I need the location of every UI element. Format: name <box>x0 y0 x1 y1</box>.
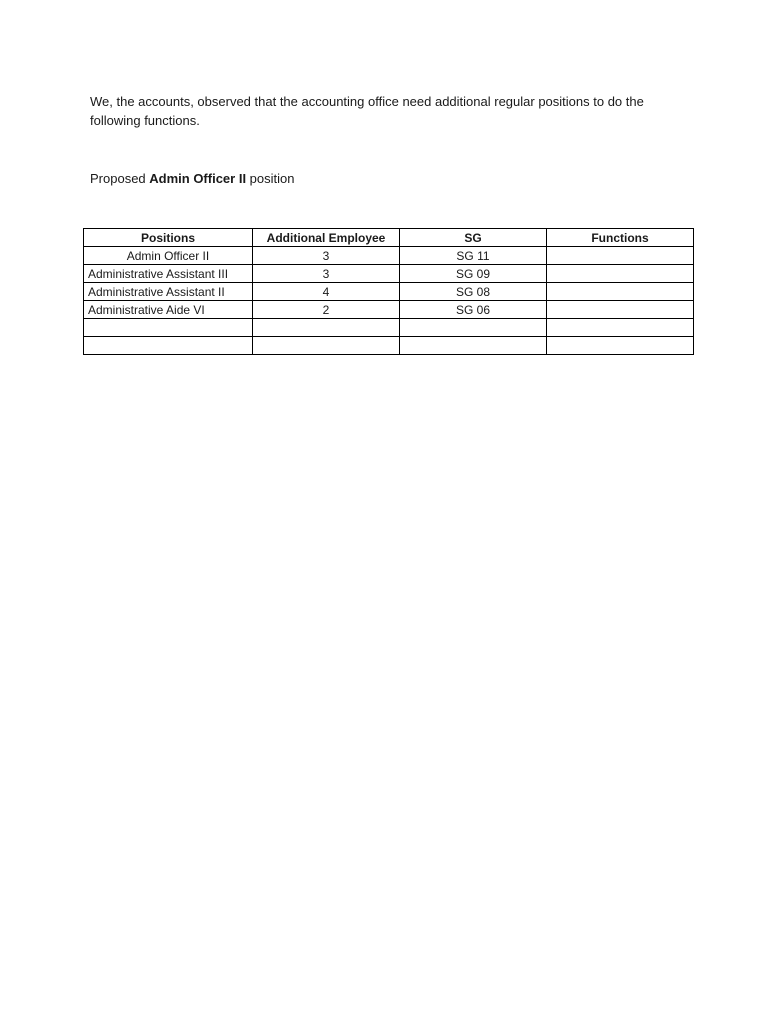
cell-additional-employee: 3 <box>253 265 400 283</box>
cell-additional-employee <box>253 337 400 355</box>
cell-position <box>84 319 253 337</box>
proposed-position-line <box>90 169 294 188</box>
cell-sg <box>400 319 547 337</box>
cell-position: Admin Officer II <box>84 247 253 265</box>
table-header-row <box>84 229 694 247</box>
header-functions: Functions <box>547 229 694 247</box>
positions-table <box>83 228 694 355</box>
cell-functions <box>547 247 694 265</box>
cell-sg: SG 08 <box>400 283 547 301</box>
cell-functions <box>547 319 694 337</box>
cell-position: Administrative Aide VI <box>84 301 253 319</box>
cell-position <box>84 337 253 355</box>
table-row <box>84 319 694 337</box>
cell-sg <box>400 337 547 355</box>
proposed-position-name: Admin Officer II <box>149 171 247 186</box>
cell-sg: SG 06 <box>400 301 547 319</box>
cell-additional-employee: 4 <box>253 283 400 301</box>
cell-functions <box>547 301 694 319</box>
intro-paragraph: We, the accounts, observed that the accounting office need additional regular positions to do the following functions. <box>90 94 644 128</box>
cell-functions <box>547 337 694 355</box>
table-row <box>84 247 694 265</box>
proposed-suffix: position <box>246 171 295 186</box>
cell-functions <box>547 283 694 301</box>
table-row <box>84 265 694 283</box>
cell-position: Administrative Assistant II <box>84 283 253 301</box>
proposed-prefix: Proposed <box>90 171 150 186</box>
header-additional-employee: Additional Employee <box>253 229 400 247</box>
cell-sg: SG 09 <box>400 265 547 283</box>
cell-additional-employee <box>253 319 400 337</box>
cell-additional-employee: 3 <box>253 247 400 265</box>
cell-position: Administrative Assistant III <box>84 265 253 283</box>
table-row <box>84 283 694 301</box>
cell-functions <box>547 265 694 283</box>
table-row <box>84 301 694 319</box>
header-positions: Positions <box>84 229 253 247</box>
header-sg: SG <box>400 229 547 247</box>
cell-additional-employee: 2 <box>253 301 400 319</box>
table-row <box>84 337 694 355</box>
cell-sg: SG 11 <box>400 247 547 265</box>
